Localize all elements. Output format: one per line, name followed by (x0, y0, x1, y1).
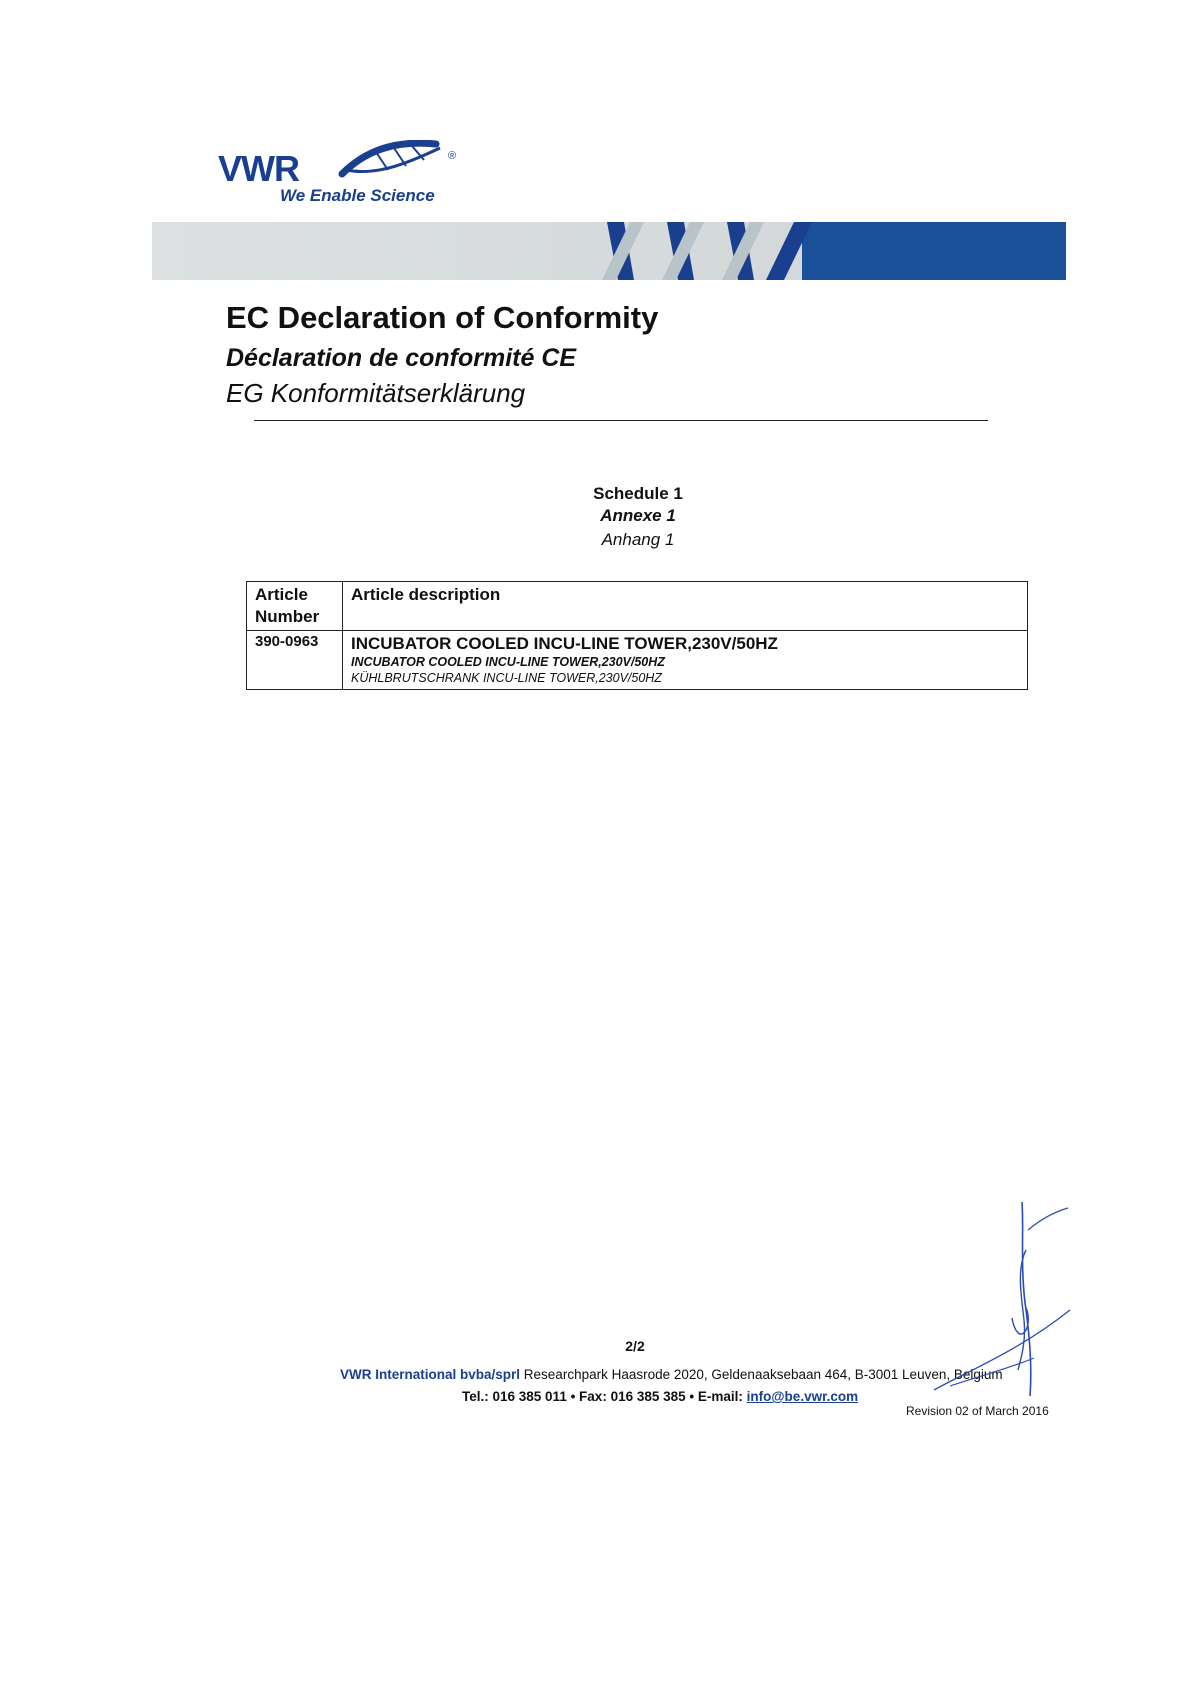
table-header-row (247, 582, 1028, 631)
schedule-german: Anhang 1 (601, 530, 675, 549)
schedule-english: Schedule 1 (593, 484, 683, 503)
header-banner (152, 222, 1066, 280)
footer-contact-line (462, 1389, 858, 1404)
vwr-logo (218, 136, 458, 208)
revision-note: Revision 02 of March 2016 (906, 1404, 1049, 1418)
title-divider (254, 420, 988, 421)
description-german: KÜHLBRUTSCHRANK INCU-LINE TOWER,230V/50HZ (351, 671, 662, 685)
header-article-description: Article description (343, 582, 1028, 631)
description-french: INCUBATOR COOLED INCU-LINE TOWER,230V/50HZ (351, 655, 665, 669)
title-german: EG Konformitätserklärung (226, 378, 526, 408)
logo-swirl-icon (336, 140, 451, 180)
article-table (246, 581, 1028, 690)
contact-numbers: Tel.: 016 385 011 • Fax: 016 385 385 • E-mail: (462, 1389, 743, 1404)
schedule-french: Annexe 1 (600, 506, 676, 525)
email-link[interactable]: info@be.vwr.com (746, 1389, 859, 1404)
article-number-cell: 390-0963 (247, 631, 343, 690)
title-english: EC Declaration of Conformity (226, 300, 659, 335)
registered-mark: ® (448, 150, 457, 162)
logo-brand-text: VWR (218, 148, 299, 189)
article-description-cell (343, 631, 1028, 690)
table-row (247, 631, 1028, 690)
signature-image (930, 1190, 1080, 1400)
company-name: VWR International bvba/sprl (340, 1367, 521, 1382)
page-number: 2/2 (625, 1338, 645, 1354)
logo-tagline: We Enable Science (280, 186, 435, 205)
footer-address-line (340, 1367, 1003, 1382)
header-article-number: Article Number (247, 582, 343, 631)
title-french: Déclaration de conformité CE (226, 344, 577, 372)
description-english: INCUBATOR COOLED INCU-LINE TOWER,230V/50HZ (351, 634, 778, 653)
company-address: Researchpark Haasrode 2020, Geldenaaksebaan 464, B-3001 Leuven, Belgium (523, 1367, 1003, 1382)
